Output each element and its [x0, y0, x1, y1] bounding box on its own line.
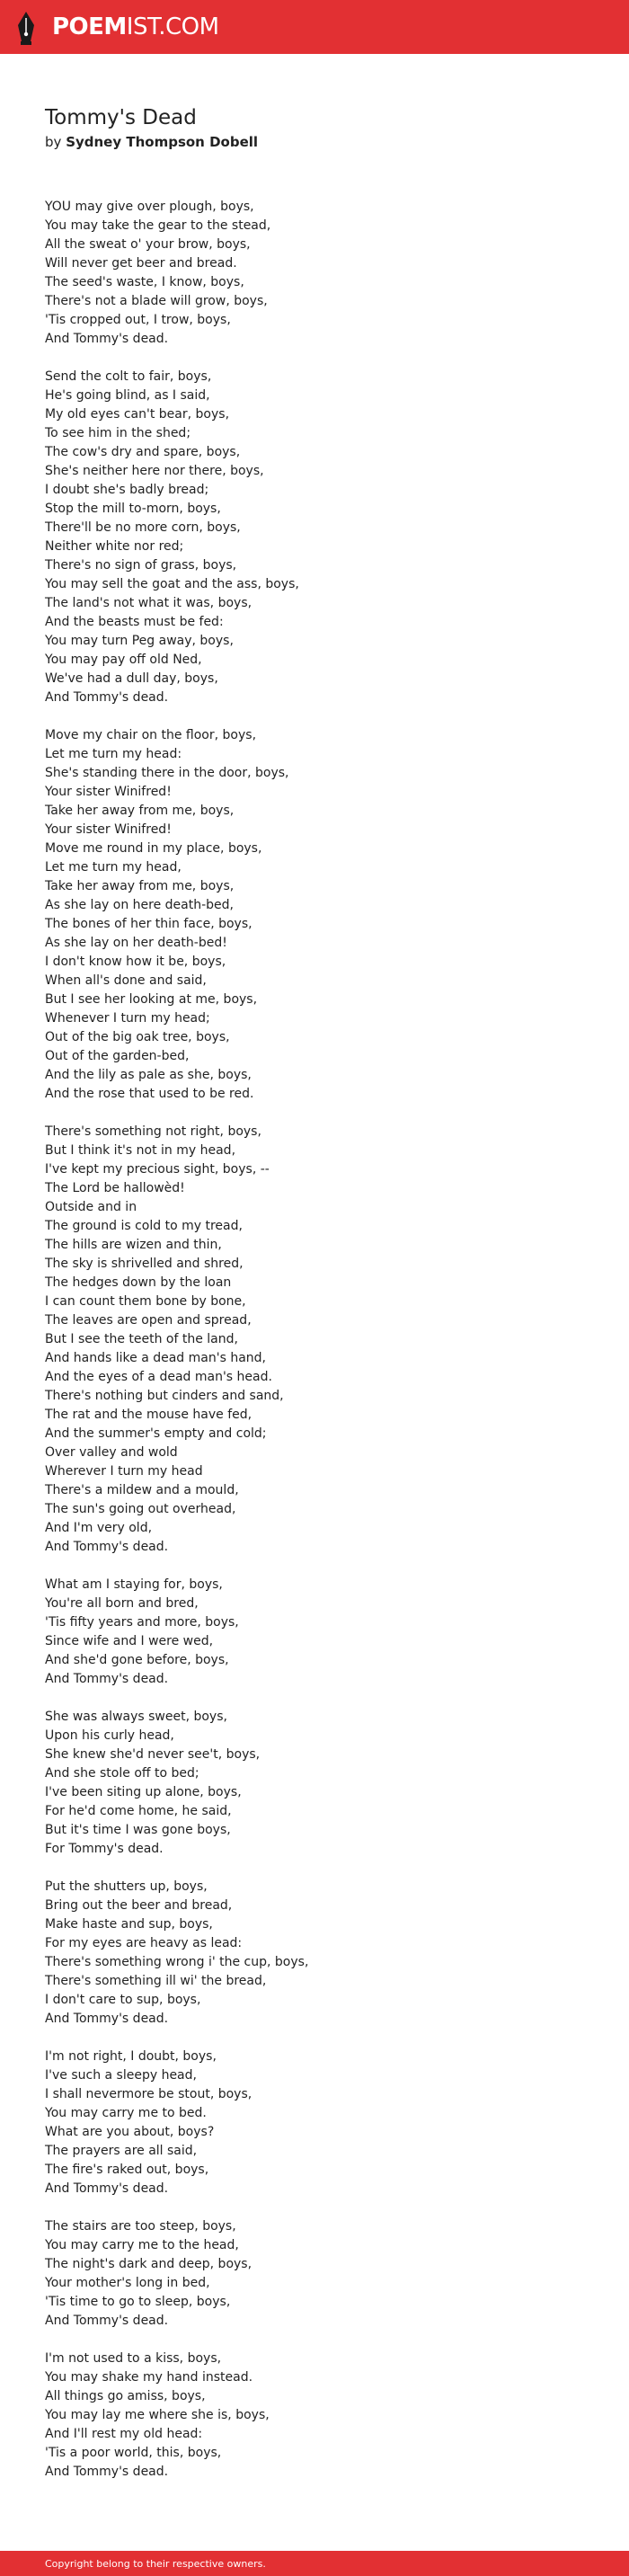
- poem-line: And Tommy's dead.: [45, 2314, 169, 2328]
- poem-line: Wherever I turn my head: [45, 1464, 203, 1479]
- poem-line: I've kept my precious sight, boys, --: [45, 1162, 270, 1177]
- poem-line: As she lay on here death-bed,: [45, 898, 234, 912]
- poem-line: The sky is shrivelled and shred,: [45, 1257, 244, 1271]
- poem-line: The cow's dry and spare, boys,: [45, 445, 241, 459]
- poem-line: You're all born and bred,: [45, 1596, 199, 1611]
- poem-line: She's neither here nor there, boys,: [45, 464, 264, 478]
- poem-line: The fire's raked out, boys,: [45, 2163, 209, 2177]
- poem-line: To see him in the shed;: [45, 426, 191, 440]
- poem-line: I've been siting up alone, boys,: [45, 1785, 242, 1799]
- poem-line: Over valley and wold: [45, 1445, 178, 1460]
- poem-line: Out of the big oak tree, boys,: [45, 1030, 230, 1044]
- stanza: [45, 726, 602, 1104]
- stanza: [45, 1123, 602, 1557]
- poem-line: And Tommy's dead.: [45, 690, 169, 705]
- stanza: [45, 1576, 602, 1689]
- poem-line: I'm not right, I doubt, boys,: [45, 2049, 217, 2064]
- poem-line: We've had a dull day, boys,: [45, 671, 218, 686]
- poem-line: But it's time I was gone boys,: [45, 1823, 231, 1837]
- poem-line: She knew she'd never see't, boys,: [45, 1747, 261, 1762]
- poem-line: She was always sweet, boys,: [45, 1710, 227, 1724]
- site-header: [0, 0, 629, 54]
- poem-line: And she stole off to bed;: [45, 1766, 199, 1781]
- stanza: [45, 1878, 602, 2029]
- poem-line: Let me turn my head:: [45, 747, 182, 761]
- poem-line: Since wife and I were wed,: [45, 1634, 214, 1648]
- poem-line: 'Tis cropped out, I trow, boys,: [45, 313, 231, 327]
- poem-line: As she lay on her death-bed!: [45, 936, 227, 950]
- poem-line: There'll be no more corn, boys,: [45, 520, 241, 535]
- poem-line: My old eyes can't bear, boys,: [45, 407, 230, 422]
- poem-line: There's no sign of grass, boys,: [45, 558, 237, 573]
- poem-line: Take her away from me, boys,: [45, 804, 235, 818]
- poem-line: Neither white nor red;: [45, 539, 184, 554]
- poem-line: You may turn Peg away, boys,: [45, 634, 234, 648]
- poem-line: The Lord be hallowèd!: [45, 1181, 185, 1195]
- poem-line: Take her away from me, boys,: [45, 879, 235, 893]
- poem-line: And the lily as pale as she, boys,: [45, 1068, 252, 1082]
- poem-line: You may lay me where she is, boys,: [45, 2408, 270, 2422]
- poem-line: Your mother's long in bed,: [45, 2276, 210, 2290]
- poem-line: And Tommy's dead.: [45, 2012, 169, 2026]
- poem-line: I've such a sleepy head,: [45, 2068, 197, 2083]
- poem-line: And I'm very old,: [45, 1521, 153, 1535]
- poem-line: There's nothing but cinders and sand,: [45, 1389, 284, 1403]
- stanza: [45, 1708, 602, 1859]
- poem-line: And the eyes of a dead man's head.: [45, 1370, 272, 1384]
- poem-line: The bones of her thin face, boys,: [45, 917, 252, 931]
- poem-line: I don't know how it be, boys,: [45, 955, 226, 969]
- poem-line: Outside and in: [45, 1200, 137, 1214]
- poem-line: I can count them bone by bone,: [45, 1294, 246, 1309]
- poem-body: [45, 198, 602, 2500]
- poem-line: And she'd gone before, boys,: [45, 1653, 229, 1667]
- poem-line: Your sister Winifred!: [45, 822, 172, 837]
- stanza: [45, 2349, 602, 2482]
- poem-line: You may take the gear to the stead,: [45, 218, 271, 233]
- poem-line: The seed's waste, I know, boys,: [45, 275, 244, 289]
- poem-line: I'm not used to a kiss, boys,: [45, 2351, 222, 2366]
- poem-line: Send the colt to fair, boys,: [45, 369, 212, 384]
- poem-line: Stop the mill to-morn, boys,: [45, 502, 221, 516]
- byline-prefix: by: [45, 134, 62, 150]
- poem-byline: [45, 133, 258, 151]
- poem-line: Let me turn my head,: [45, 860, 182, 875]
- poem-line: And the rose that used to be red.: [45, 1087, 254, 1101]
- stanza: [45, 198, 602, 349]
- poem-line: 'Tis fifty years and more, boys,: [45, 1615, 239, 1630]
- stanza: [45, 368, 602, 707]
- poem-line: There's something wrong i' the cup, boys,: [45, 1955, 309, 1969]
- poem-line: I don't care to sup, boys,: [45, 1993, 201, 2007]
- site-logo[interactable]: [52, 13, 219, 41]
- poem-line: And I'll rest my old head:: [45, 2427, 203, 2441]
- poem-line: What am I staying for, boys,: [45, 1577, 223, 1592]
- poem-line: The rat and the mouse have fed,: [45, 1408, 252, 1422]
- poem-line: Whenever I turn my head;: [45, 1011, 210, 1026]
- poem-line: Move my chair on the floor, boys,: [45, 728, 257, 742]
- poem-line: For my eyes are heavy as lead:: [45, 1936, 243, 1950]
- poem-line: For he'd come home, he said,: [45, 1804, 232, 1818]
- site-footer: [0, 2551, 629, 2576]
- poem-author[interactable]: Sydney Thompson Dobell: [66, 134, 259, 150]
- poem-line: All the sweat o' your brow, boys,: [45, 237, 251, 252]
- poem-line: The leaves are open and spread,: [45, 1313, 252, 1328]
- poem-line: The night's dark and deep, boys,: [45, 2257, 252, 2271]
- poem-line: The hills are wizen and thin,: [45, 1238, 222, 1252]
- logo-light-text: IST.COM: [126, 13, 219, 40]
- stanza: [45, 2047, 602, 2198]
- poem-line: But I see the teeth of the land,: [45, 1332, 238, 1346]
- poem-line: And the beasts must be fed:: [45, 615, 224, 629]
- poem-line: Your sister Winifred!: [45, 785, 172, 799]
- poem-line: The prayers are all said,: [45, 2144, 198, 2158]
- poem-line: There's not a blade will grow, boys,: [45, 294, 268, 308]
- poem-line: And hands like a dead man's hand,: [45, 1351, 266, 1365]
- fountain-pen-icon: [16, 11, 36, 45]
- poem-line: There's a mildew and a mould,: [45, 1483, 239, 1497]
- stanza: [45, 2217, 602, 2331]
- poem-line: 'Tis time to go to sleep, boys,: [45, 2295, 231, 2309]
- poem-line: You may sell the goat and the ass, boys,: [45, 577, 299, 591]
- logo-bold-text: POEM: [52, 13, 127, 40]
- poem-line: 'Tis a poor world, this, boys,: [45, 2446, 222, 2460]
- poem-line: For Tommy's dead.: [45, 1842, 164, 1856]
- poem-line: But I see her looking at me, boys,: [45, 992, 258, 1007]
- poem-line: You may carry me to bed.: [45, 2106, 207, 2120]
- poem-line: When all's done and said,: [45, 973, 207, 988]
- poem-line: I doubt she's badly bread;: [45, 483, 209, 497]
- poem-line: What are you about, boys?: [45, 2125, 215, 2139]
- poem-line: There's something ill wi' the bread,: [45, 1974, 267, 1988]
- poem-line: She's standing there in the door, boys,: [45, 766, 289, 780]
- poem-line: Move me round in my place, boys,: [45, 841, 262, 856]
- poem-line: Upon his curly head,: [45, 1728, 174, 1743]
- poem-line: And the summer's empty and cold;: [45, 1426, 267, 1441]
- poem-line: And Tommy's dead.: [45, 2465, 169, 2479]
- poem-line: But I think it's not in my head,: [45, 1143, 236, 1158]
- poem-line: You may carry me to the head,: [45, 2238, 239, 2252]
- poem-line: I shall nevermore be stout, boys,: [45, 2087, 252, 2101]
- poem-line: Will never get beer and bread.: [45, 256, 237, 271]
- poem-line: The hedges down by the loan: [45, 1275, 232, 1290]
- poem-line: All things go amiss, boys,: [45, 2389, 206, 2403]
- poem-line: YOU may give over plough, boys,: [45, 200, 254, 214]
- poem-line: The land's not what it was, boys,: [45, 596, 252, 610]
- poem-line: You may shake my hand instead.: [45, 2370, 253, 2385]
- poem-line: You may pay off old Ned,: [45, 653, 202, 667]
- poem-line: And Tommy's dead.: [45, 332, 169, 346]
- poem-line: The sun's going out overhead,: [45, 1502, 236, 1516]
- poem-line: And Tommy's dead.: [45, 2181, 169, 2196]
- poem-line: There's something not right, boys,: [45, 1124, 261, 1139]
- poem-line: And Tommy's dead.: [45, 1672, 169, 1686]
- poem-line: The stairs are too steep, boys,: [45, 2219, 236, 2234]
- poem-line: Out of the garden-bed,: [45, 1049, 190, 1063]
- poem-line: Put the shutters up, boys,: [45, 1879, 208, 1894]
- poem-line: And Tommy's dead.: [45, 1540, 169, 1554]
- copyright-text: Copyright belong to their respective owners.: [45, 2557, 266, 2570]
- poem-title: Tommy's Dead: [45, 106, 197, 129]
- poem-line: He's going blind, as I said,: [45, 388, 210, 403]
- poem-line: Bring out the beer and bread,: [45, 1898, 233, 1913]
- poem-line: The ground is cold to my tread,: [45, 1219, 243, 1233]
- poem-line: Make haste and sup, boys,: [45, 1917, 213, 1932]
